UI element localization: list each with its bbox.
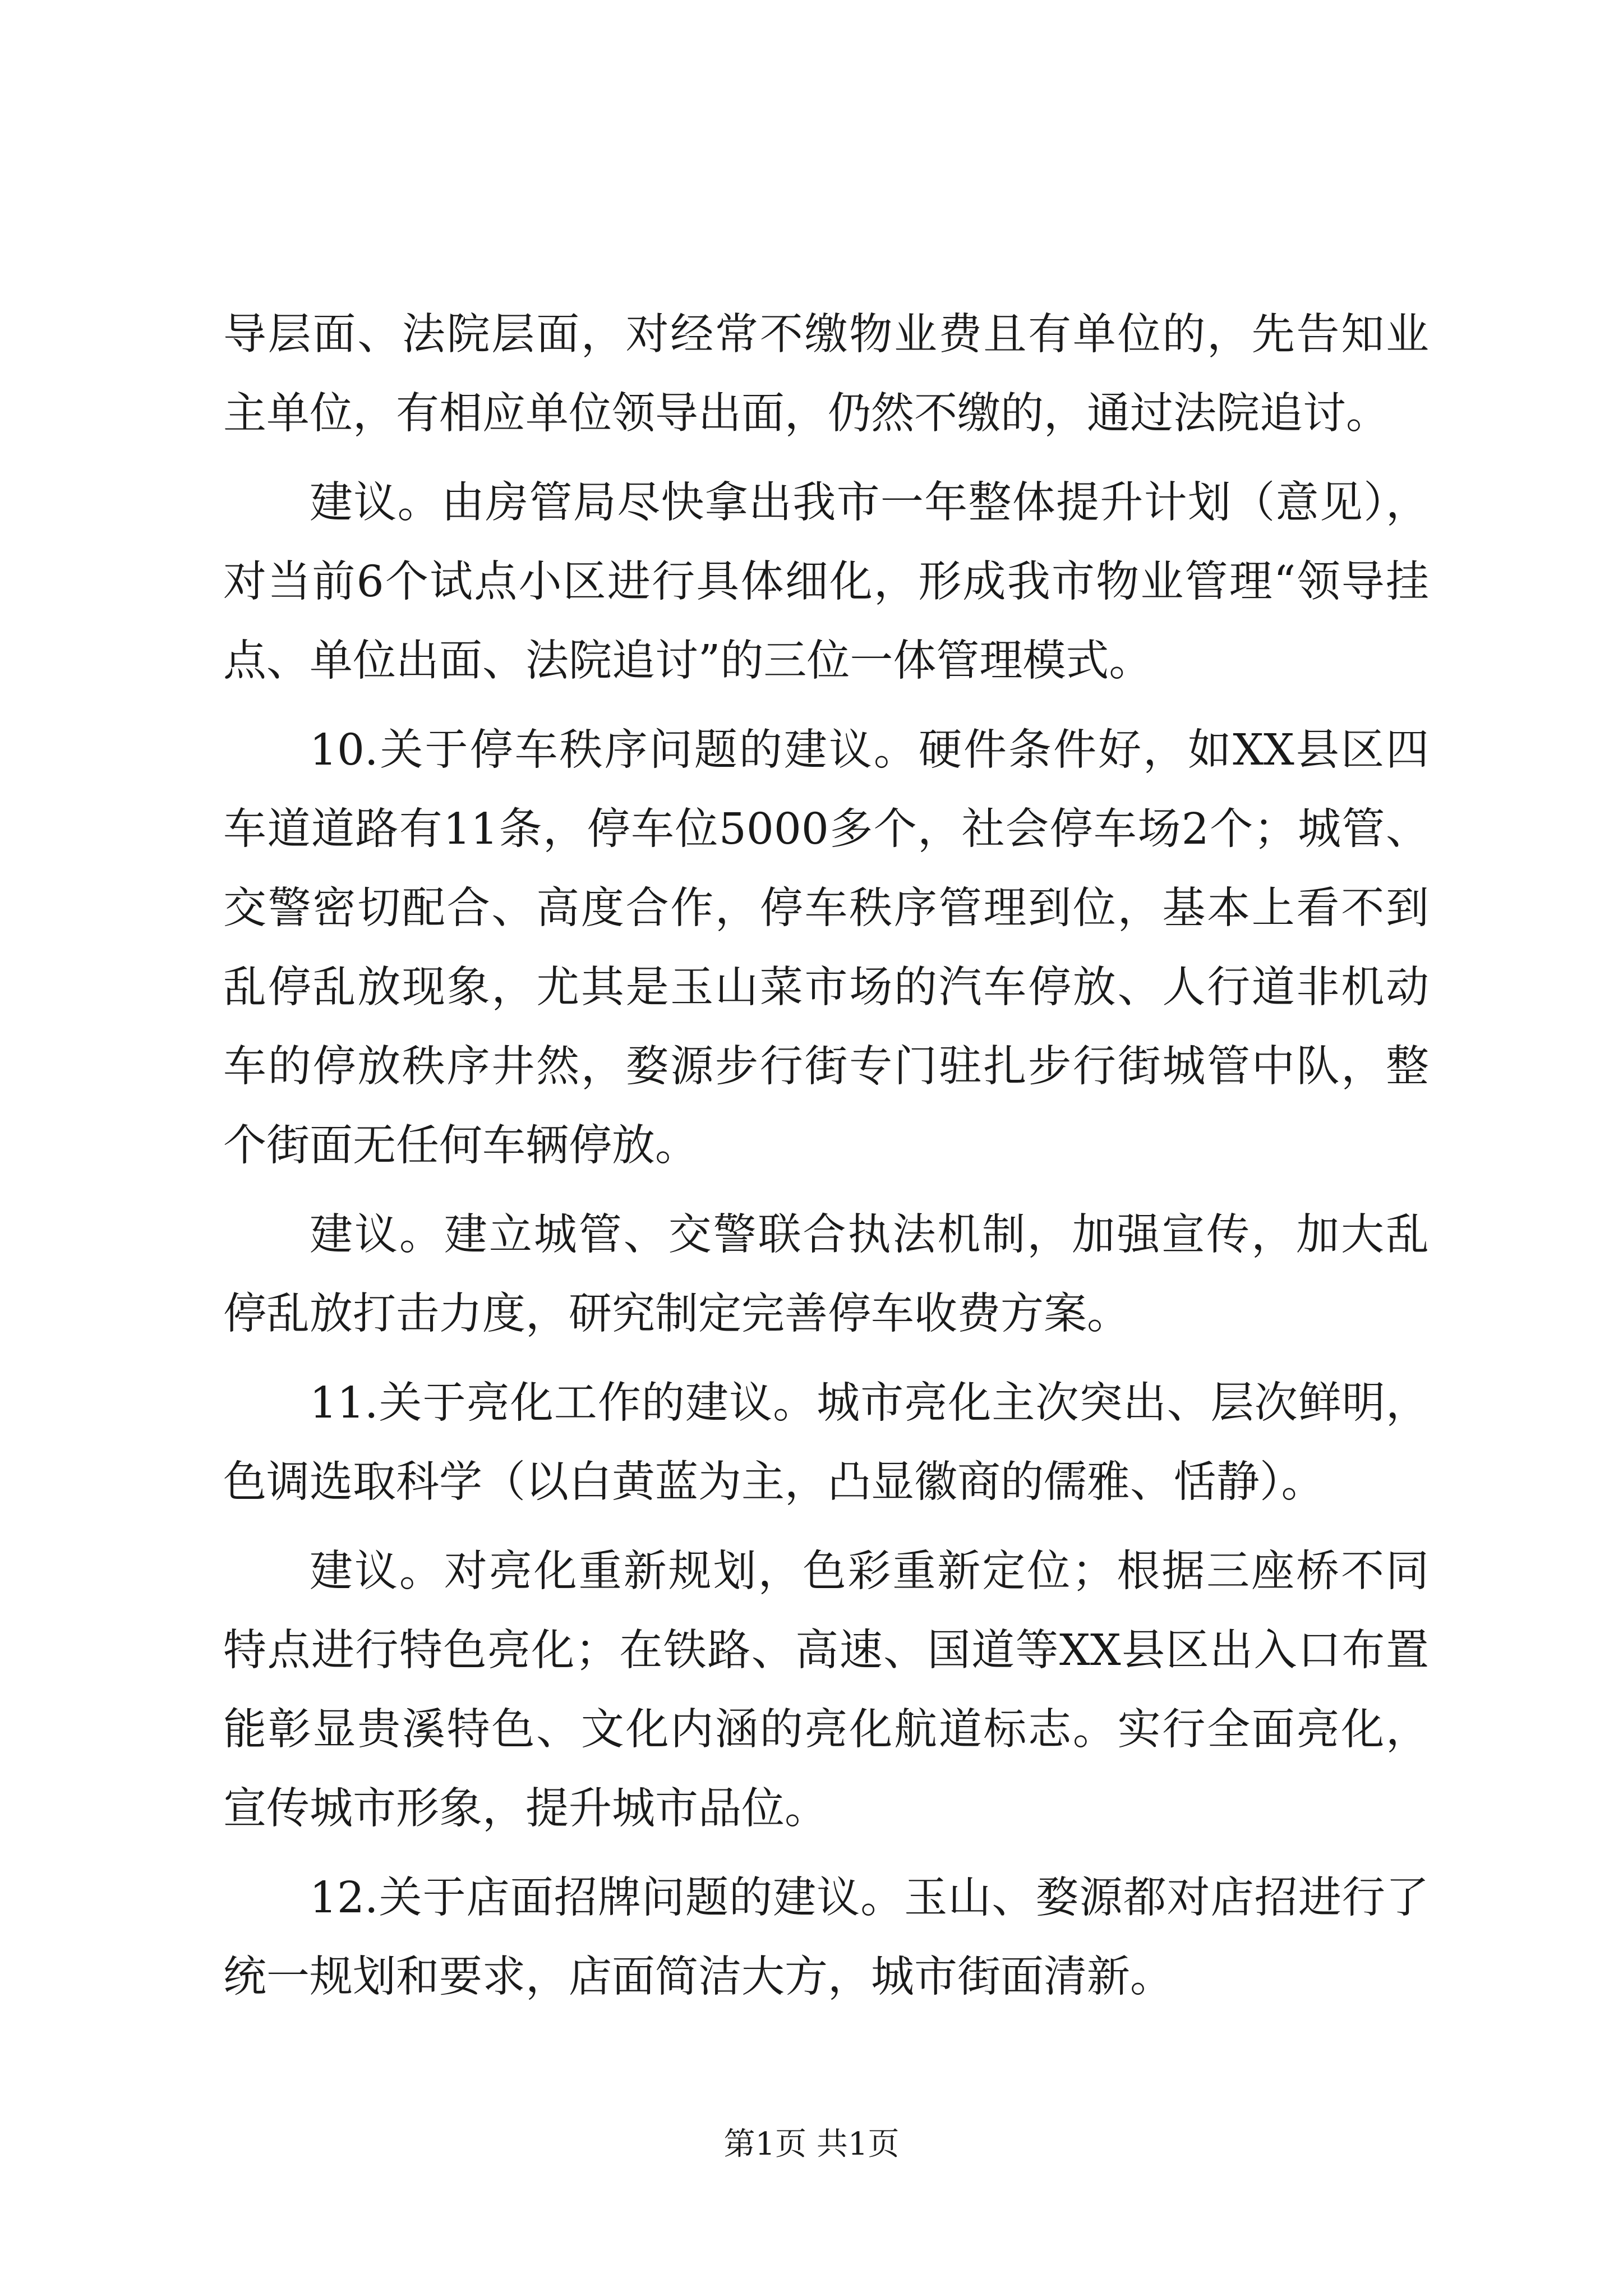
paragraph-3: 10.关于停车秩序问题的建议。硬件条件好，如XX县区四车道道路有11条，停车位5000多个，社会停车场2个；城管、交警密切配合、高度合作，停车秩序管理到位，基本上看不到乱停乱放现象，尤其是玉山菜市场的汽车停放、人行道非机动车的停放秩序井然，婺源步行街专门驻扎步行街城管中队，整个街面无任何车辆停放。 xyxy=(223,725,1429,1171)
document-body xyxy=(223,295,1429,2017)
paragraph-2: 建议。由房管局尽快拿出我市一年整体提升计划（意见），对当前6个试点小区进行具体细化，形成我市物业管理“领导挂点、单位出面、法院追讨”的三位一体管理模式。 xyxy=(223,478,1429,686)
paragraph-4: 建议。建立城管、交警联合执法机制，加强宣传，加大乱停乱放打击力度，研究制定完善停车收费方案。 xyxy=(223,1210,1429,1339)
page-footer: 第1页 共1页 xyxy=(723,2126,900,2162)
paragraph-6: 建议。对亮化重新规划，色彩重新定位；根据三座桥不同特点进行特色亮化；在铁路、高速、国道等XX县区出入口布置能彰显贵溪特色、文化内涵的亮化航道标志。实行全面亮化，宣传城市形象，提升城市品位。 xyxy=(223,1547,1429,1834)
paragraph-5: 11.关于亮化工作的建议。城市亮化主次突出、层次鲜明，色调选取科学（以白黄蓝为主，凸显徽商的儒雅、恬静）。 xyxy=(223,1378,1429,1507)
paragraph-1: 导层面、法院层面，对经常不缴物业费且有单位的，先告知业主单位，有相应单位领导出面，仍然不缴的，通过法院追讨。 xyxy=(223,310,1429,439)
paragraph-7: 12.关于店面招牌问题的建议。玉山、婺源都对店招进行了统一规划和要求，店面简洁大方，城市街面清新。 xyxy=(223,1873,1429,2002)
